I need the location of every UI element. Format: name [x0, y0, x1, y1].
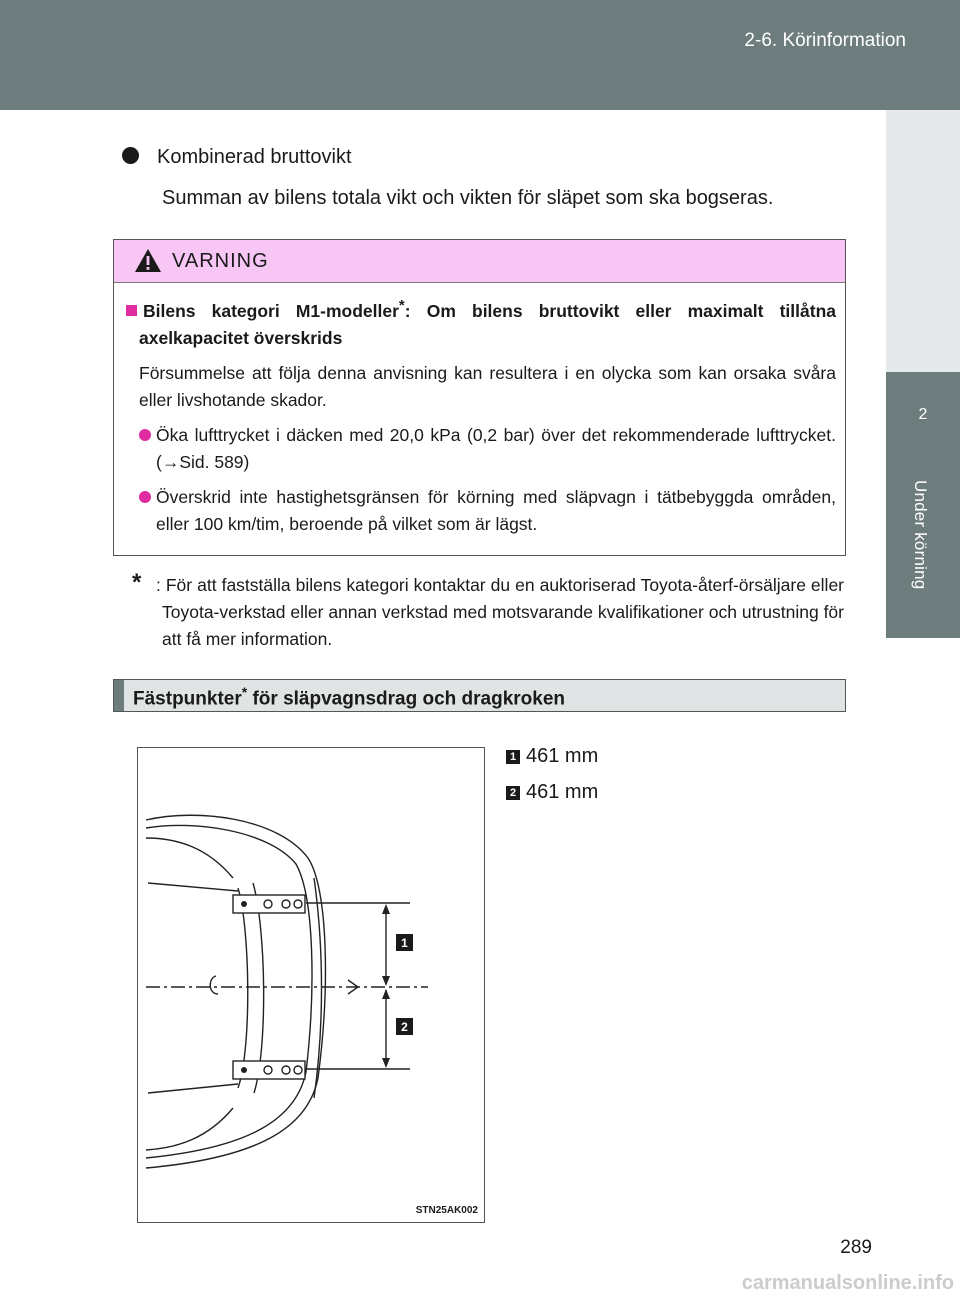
rear-view-figure	[137, 747, 485, 1223]
figure-code: STN25AK002	[415, 1205, 478, 1216]
intro-text: Summan av bilens totala vikt och vikten för släpet som ska bogseras.	[162, 187, 774, 209]
warning-title: VARNING	[172, 250, 269, 272]
intro-title: Kombinerad bruttovikt	[157, 146, 352, 168]
vehicle-rear-diagram	[138, 748, 484, 1222]
footnote	[132, 569, 844, 653]
warning-item: Öka lufttrycket i däcken med 20,0 kPa (0,2 bar) över det rekommenderade lufttrycket. (→Sid. 589)	[126, 422, 836, 476]
footnote-text: : För att fastställa bilens kategori kontaktar du en auktoriserad Toyota-återf-örsäljare eller Toyota-verkstad eller annan verkstad med motsvarande kvalifikationer och utrustning för att få mer information.	[156, 575, 844, 649]
warning-triangle-icon	[134, 248, 162, 273]
chapter-tab	[886, 372, 960, 638]
measurement-value: 461 mm	[526, 781, 599, 803]
header-bar	[0, 0, 960, 110]
chapter-label: Under körning	[911, 480, 930, 590]
warning-subheading: Bilens kategori M1-modeller*: Om bilens bruttovikt eller maximalt tillåtna axelkapacitet överskrids	[126, 292, 836, 352]
page-number: 289	[840, 1237, 872, 1258]
bullet-icon	[139, 491, 151, 503]
section-accent	[114, 680, 124, 711]
callout-1: 1	[401, 936, 408, 950]
section-header: 2-6. Körinformation	[744, 30, 906, 51]
bullet-icon	[122, 147, 139, 164]
warning-body	[126, 292, 836, 538]
square-bullet-icon	[126, 305, 137, 316]
warning-box	[113, 239, 846, 556]
callout-badge: 1	[506, 750, 520, 764]
callout-badge: 2	[506, 786, 520, 800]
measurement-value: 461 mm	[526, 745, 599, 767]
chapter-number: 2	[918, 406, 928, 423]
intro-bullet	[122, 146, 352, 169]
warning-header	[114, 240, 845, 283]
measurement-1	[506, 745, 598, 768]
warning-paragraph: Försummelse att följa denna anvisning kan resultera i en olycka som kan orsaka svåra eller livshotande skador.	[139, 362, 836, 410]
bullet-icon	[139, 429, 151, 441]
footer-watermark: carmanualsonline.info	[741, 1272, 954, 1294]
footnote-marker: *	[132, 569, 142, 596]
measurement-2	[506, 781, 598, 804]
section-heading	[113, 679, 846, 712]
section-title: Fästpunkter* för släpvagnsdrag och dragkroken	[133, 684, 566, 710]
callout-2: 2	[401, 1020, 408, 1034]
side-tab-light	[886, 110, 960, 372]
warning-item: Överskrid inte hastighetsgränsen för körning med släpvagn i tätbebyggda områden, eller 100 km/tim, beroende på vilket som är lägst.	[126, 484, 836, 538]
